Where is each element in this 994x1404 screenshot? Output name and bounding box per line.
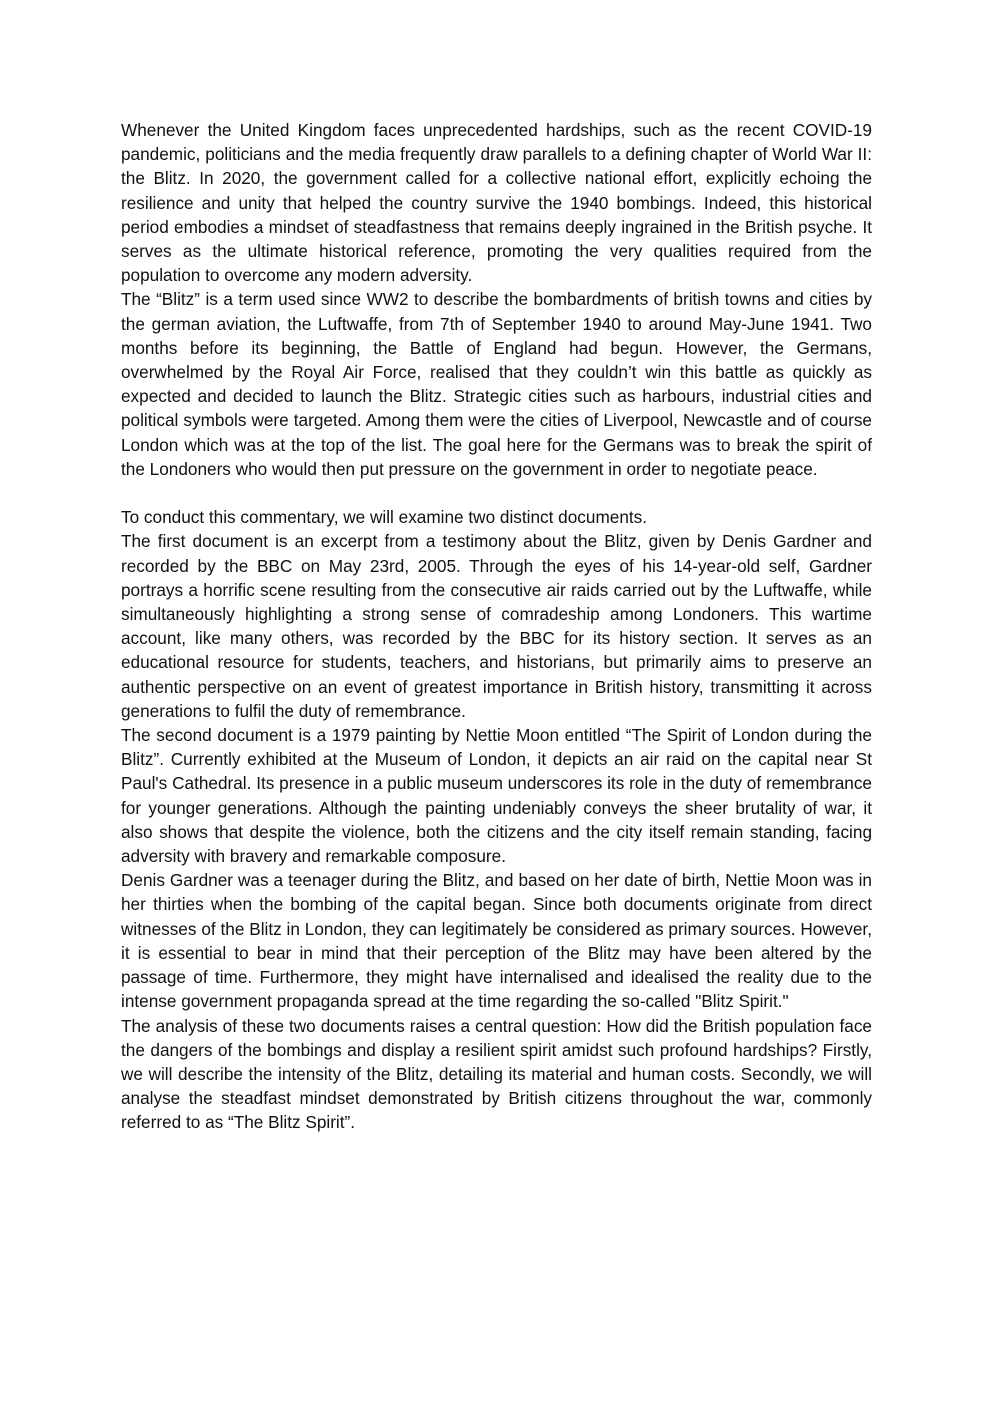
paragraph-sources: Denis Gardner was a teenager during the Blitz, and based on her date of birth, Nettie Moon was in her thirties when the bombing of the capital began. Since both documents originate from direct witnesses of the Blitz in London, they can legitimately be considered as primary sources. However, it is essential to bear in mind that their perception of the Blitz may have been altered by the passage of time. Furthermore, they might have internalised and idealised the reality due to the intense government propaganda spread at the time regarding the so-called "Blitz Spirit." xyxy=(121,870,872,1012)
document-body xyxy=(121,118,872,1135)
paragraph-method: To conduct this commentary, we will examine two distinct documents. xyxy=(121,507,648,528)
paragraph-question: The analysis of these two documents raises a central question: How did the British population face the dangers of the bombings and display a resilient spirit amidst such profound hardships? Firstly, we will describe the intensity of the Blitz, detailing its material and human costs. Secondly, we will analyse the steadfast mindset demonstrated by British citizens throughout the war, commonly referred to as “The Blitz Spirit”. xyxy=(121,1015,872,1133)
paragraph-blitz-definition: The “Blitz” is a term used since WW2 to describe the bombardments of british towns and cities by the german aviation, the Luftwaffe, from 7th of September 1940 to around May-June 1941. Two months before its beginning, the Battle of England had begun. However, the Germans, overwhelmed by the Royal Air Force, realised that they couldn’t win this battle as quickly as expected and decided to launch the Blitz. Strategic cities such as harbours, industrial cities and political symbols were targeted. Among them were the cities of Liverpool, Newcastle and of course London which was at the top of the list. The goal here for the Germans was to break the spirit of the Londoners who would then put pressure on the government in order to negotiate peace. xyxy=(121,289,872,479)
paragraph-intro: Whenever the United Kingdom faces unprecedented hardships, such as the recent COVID-19 pandemic, politicians and the media frequently draw parallels to a defining chapter of World War II: the Blitz. In 2020, the government called for a collective national effort, explicitly echoing the resilience and unity that helped the country survive the 1940 bombings. Indeed, this historical period embodies a mindset of steadfastness that remains deeply ingrained in the British psyche. It serves as the ultimate historical reference, promoting the very qualities required from the population to overcome any modern adversity. xyxy=(121,120,872,286)
paragraph-spacer xyxy=(121,481,872,505)
paragraph-first-document: The first document is an excerpt from a testimony about the Blitz, given by Denis Gardner and recorded by the BBC on May 23rd, 2005. Through the eyes of his 14-year-old self, Gardner portrays a horrific scene resulting from the consecutive air raids carried out by the Luftwaffe, while simultaneously highlighting a strong sense of comradeship among Londoners. This wartime account, like many others, was recorded by the BBC for its history section. It serves as an educational resource for students, teachers, and historians, but primarily aims to preserve an authentic perspective on an event of greatest importance in British history, transmitting it across generations to fulfil the duty of remembrance. xyxy=(121,531,872,721)
paragraph-second-document: The second document is a 1979 painting by Nettie Moon entitled “The Spirit of London during the Blitz”. Currently exhibited at the Museum of London, it depicts an air raid on the capital near St Paul's Cathedral. Its presence in a public museum underscores its role in the duty of remembrance for younger generations. Although the painting undeniably conveys the sheer brutality of war, it also shows that despite the violence, both the citizens and the city itself remain standing, facing adversity with bravery and remarkable composure. xyxy=(121,725,872,867)
